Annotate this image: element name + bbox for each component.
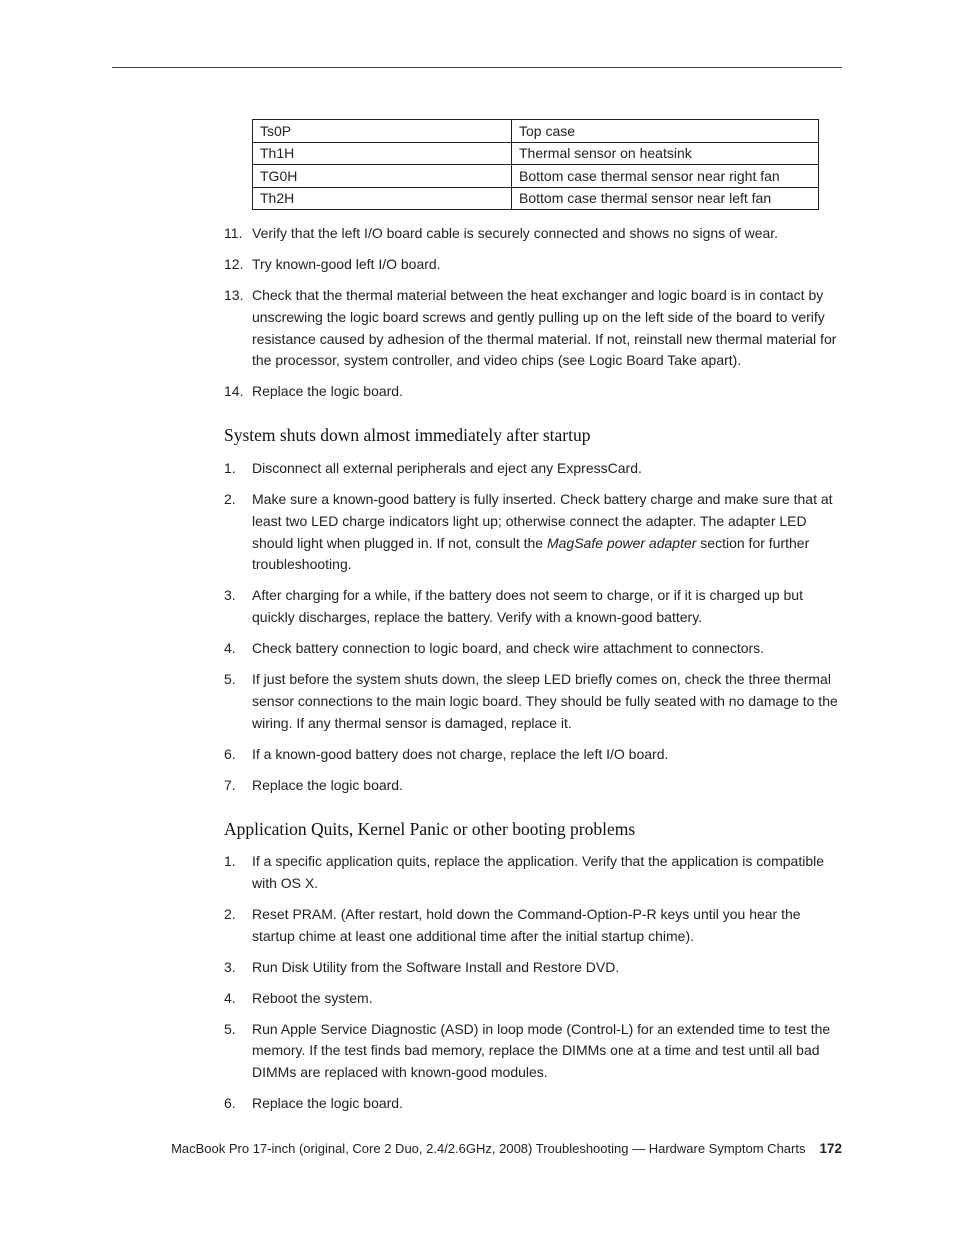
step-number: 6. <box>224 1095 236 1112</box>
list-item <box>224 1093 844 1115</box>
step-text: After charging for a while, if the battery does not seem to charge, or if it is charged up but quickly discharges, replace the battery. Verify with a known-good battery. <box>252 587 803 625</box>
section-title-shutdown: System shuts down almost immediately after startup <box>224 425 591 445</box>
sensor-code-cell: TG0H <box>253 165 512 188</box>
step-text: Reboot the system. <box>252 989 373 1006</box>
step-text: If just before the system shuts down, the sleep LED briefly comes on, check the three thermal sensor connections to the main logic board. They should be fully seated with no damage to the wiring. If any thermal sensor is damaged, replace it. <box>252 671 838 731</box>
step-text: Reset PRAM. (After restart, hold down the Command-Option-P-R keys until you hear the startup chime at least one additional time after the initial startup chime). <box>252 905 801 944</box>
list-item <box>224 458 844 480</box>
list-item <box>224 957 844 979</box>
list-item <box>224 904 844 947</box>
steps-continued-list <box>224 223 844 412</box>
step-text-after: section for further troubleshooting. <box>252 534 810 573</box>
step-text: Verify that the left I/O board cable is securely connected and shows no signs of wear. <box>252 225 779 241</box>
step-number: 5. <box>224 1020 236 1037</box>
step-number: 2. <box>224 491 236 508</box>
list-item <box>224 851 844 894</box>
step-number: 5. <box>224 671 236 688</box>
step-number: 3. <box>224 958 236 975</box>
step-text: Replace the logic board. <box>252 1095 403 1112</box>
step-number: 7. <box>224 776 236 793</box>
list-item <box>224 254 844 276</box>
step-text: If a known-good battery does not charge, replace the left I/O board. <box>252 745 669 762</box>
step-text: Try known-good left I/O board. <box>252 256 441 273</box>
step-number: 1. <box>224 460 236 476</box>
list-item <box>224 223 844 245</box>
sensor-description-cell: Top case <box>512 120 819 143</box>
step-number: 1. <box>224 853 236 869</box>
table-row <box>253 142 819 165</box>
list-item <box>224 669 844 734</box>
step-number: 4. <box>224 640 236 657</box>
section-title-app-quits: Application Quits, Kernel Panic or other booting problems <box>224 819 636 839</box>
sensor-code-cell: Th2H <box>253 187 512 210</box>
step-text: Run Disk Utility from the Software Install and Restore DVD. <box>252 958 620 975</box>
table-row <box>253 187 819 210</box>
step-number: 12. <box>224 256 244 273</box>
list-item <box>224 1019 844 1084</box>
list-item <box>224 988 844 1010</box>
thermal-sensor-table <box>252 119 819 210</box>
step-number: 2. <box>224 905 236 922</box>
page-number: 172 <box>819 1141 842 1156</box>
list-item <box>224 285 844 372</box>
sensor-description-cell: Bottom case thermal sensor near left fan <box>512 187 819 210</box>
sensor-description-cell: Bottom case thermal sensor near right fan <box>512 165 819 188</box>
table-row <box>253 165 819 188</box>
step-number: 14. <box>224 383 244 400</box>
list-item <box>224 381 844 403</box>
step-text: Check battery connection to logic board, and check wire attachment to connectors. <box>252 640 765 657</box>
step-number: 3. <box>224 587 236 604</box>
step-text: Check that the thermal material between the heat exchanger and logic board is in contact by unscrewing the logic board screws and gently pulling up on the left side of the board to verify resistance caused by adhesion of the thermal material. If not, reinstall new thermal material for the processor, system controller, and video chips (see Logic Board Take apart). <box>252 287 837 369</box>
header-rule <box>112 67 842 68</box>
step-text: Replace the logic board. <box>252 383 403 400</box>
page-footer <box>171 1141 842 1156</box>
magsafe-reference: MagSafe power adapter <box>546 534 697 551</box>
step-text: Run Apple Service Diagnostic (ASD) in loop mode (Control-L) for an extended time to test the memory. If the test finds bad memory, replace the DIMMs one at a time and test until all bad DIMMs are replaced with known-good modules. <box>252 1020 831 1081</box>
footer-title: MacBook Pro 17-inch (original, Core 2 Duo, 2.4/2.6GHz, 2008) Troubleshooting — Hardware Symptom Charts <box>171 1141 806 1156</box>
step-text: Replace the logic board. <box>252 776 403 793</box>
step-number: 6. <box>224 745 236 762</box>
list-item <box>224 585 844 628</box>
list-item <box>224 489 844 576</box>
step-text: Disconnect all external peripherals and eject any ExpressCard. <box>252 460 642 476</box>
sensor-code-cell: Ts0P <box>253 120 512 143</box>
app-quits-steps-list <box>224 851 844 1124</box>
shutdown-steps-list <box>224 458 844 806</box>
list-item <box>224 775 844 797</box>
list-item <box>224 744 844 766</box>
step-number: 13. <box>224 287 244 304</box>
step-number: 11. <box>224 225 243 241</box>
step-text: If a specific application quits, replace the application. Verify that the application is compatible with OS X. <box>252 853 824 891</box>
sensor-description-cell: Thermal sensor on heatsink <box>512 142 819 165</box>
list-item <box>224 638 844 660</box>
step-text-before: Make sure a known-good battery is fully inserted. Check battery charge and make sure that at least two LED charge indicators light up; otherwise connect the adapter. The adapter LED should light when plugged in. If not, consult the <box>252 491 833 551</box>
sensor-code-cell: Th1H <box>253 142 512 165</box>
table-row <box>253 120 819 143</box>
step-number: 4. <box>224 989 236 1006</box>
